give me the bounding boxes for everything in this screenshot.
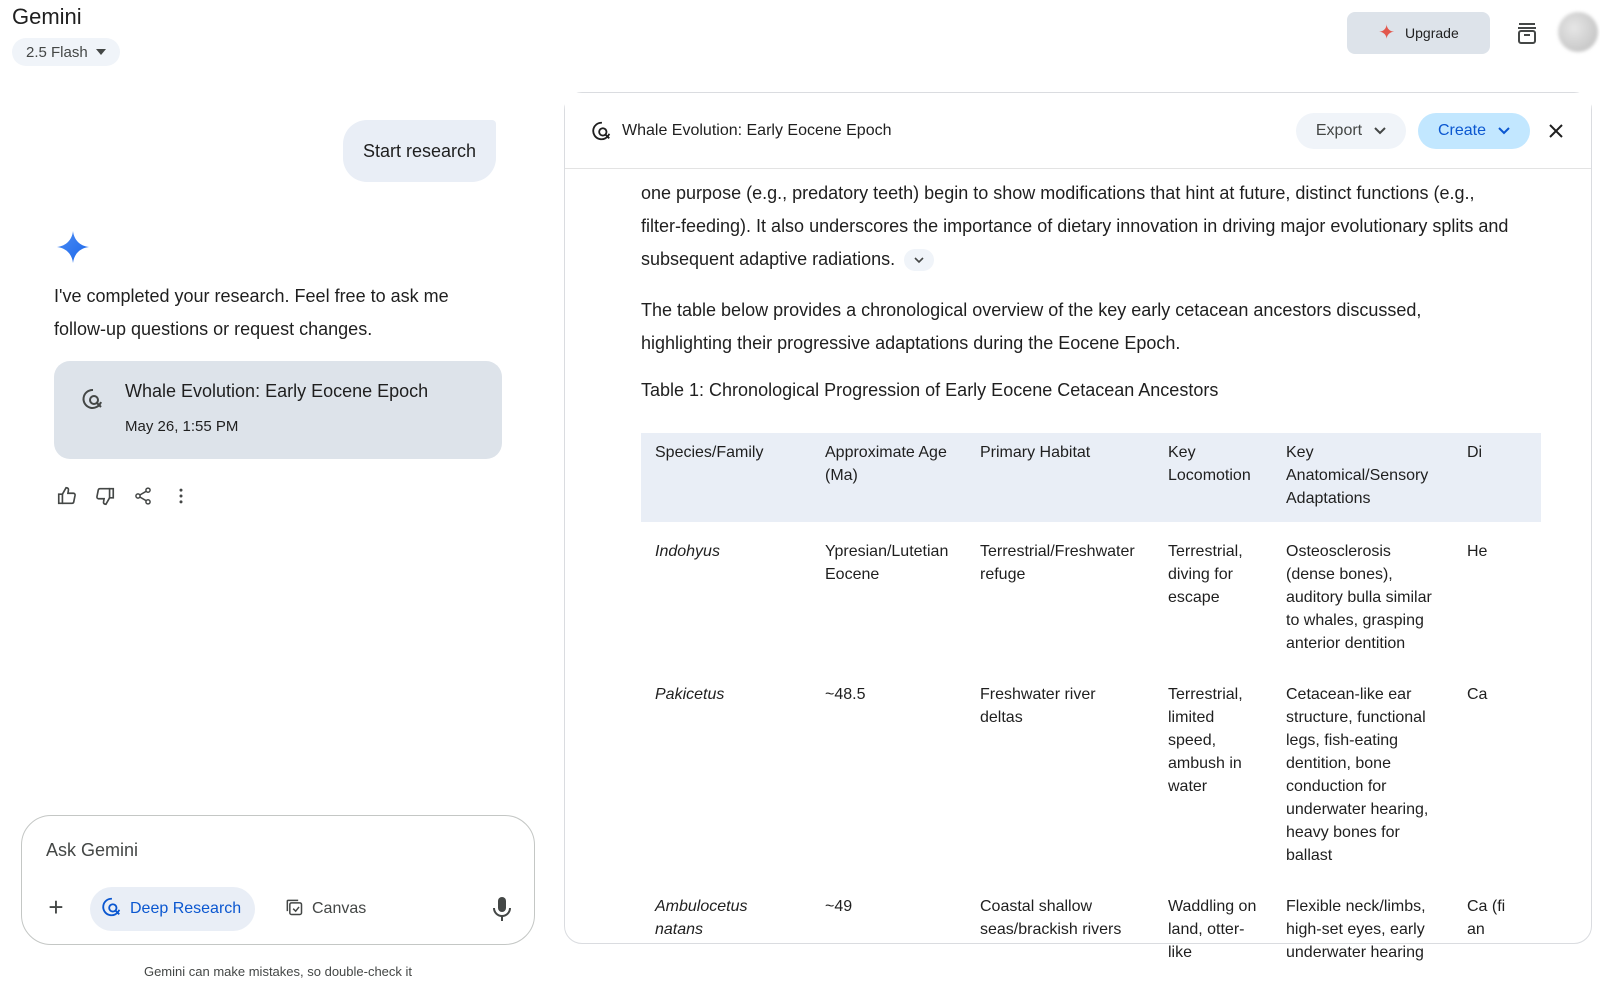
table-cell: Terrestrial/Freshwater refuge (980, 543, 1135, 583)
column-header: Di (1467, 444, 1483, 461)
column-header: Species/Family (655, 444, 764, 461)
deep-research-button[interactable] (90, 887, 255, 931)
avatar[interactable] (1558, 12, 1598, 52)
table-cell: Freshwater river deltas (980, 686, 1096, 726)
data-table (641, 433, 1506, 961)
document-header (565, 93, 1591, 169)
column-header: Key Anatomical/Sensory Adaptations (1286, 444, 1429, 507)
table-cell: Cetacean-like ear structure, functional legs, fish-eating dentition, bone conduction for underwater hearing, heavy bones for ballast (1286, 686, 1429, 864)
add-icon[interactable]: + (48, 892, 64, 922)
assistant-reply: I've completed your research. Feel free to ask me follow-up questions or request changes. (54, 286, 449, 339)
deep-research-icon (100, 896, 122, 923)
caret-down-icon (96, 49, 106, 55)
chevron-down-icon (1374, 122, 1386, 140)
document-title: Whale Evolution: Early Eocene Epoch (622, 122, 892, 139)
table-row (641, 522, 1541, 665)
table-cell: Osteosclerosis (dense bones), auditory bulla similar to whales, grasping anterior dentition (1286, 543, 1432, 652)
app-title: Gemini (12, 4, 82, 29)
research-card-title: Whale Evolution: Early Eocene Epoch (125, 381, 429, 401)
column-header: Primary Habitat (980, 444, 1091, 461)
microphone-icon[interactable] (490, 894, 514, 924)
export-label: Export (1315, 122, 1363, 139)
upgrade-label: Upgrade (1405, 25, 1459, 41)
table-cell: ~49 (825, 898, 853, 915)
column-header: Approximate Age (Ma) (825, 444, 947, 484)
column-header: Key Locomotion (1168, 444, 1251, 484)
prompt-input[interactable] (46, 840, 466, 861)
table-cell: ~48.5 (825, 686, 866, 703)
table-title: Table 1: Chronological Progression of Early Eocene Cetacean Ancestors (641, 380, 1219, 400)
document-panel (564, 92, 1592, 961)
research-card-date: May 26, 1:55 PM (125, 418, 239, 435)
model-label: 2.5 Flash (26, 43, 88, 61)
gemini-sparkle-icon (56, 230, 90, 264)
document-body (641, 169, 1509, 401)
table-cell: Terrestrial, diving for escape (1168, 543, 1243, 606)
deep-research-icon (80, 387, 104, 411)
sparkle-icon: ✦ (1378, 22, 1396, 44)
table-cell: Ca (fi an (1467, 898, 1506, 938)
table-row (641, 877, 1541, 974)
table-cell: He (1467, 543, 1488, 560)
table-cell: Pakicetus (655, 686, 725, 703)
thumbs-up-icon[interactable] (56, 485, 78, 507)
table-cell: Coastal shallow seas/brackish rivers (980, 898, 1122, 938)
share-icon[interactable] (132, 485, 154, 507)
paragraph-text: one purpose (e.g., predatory teeth) begin to show modifications that hint at future, distinct functions (e.g., filter-feeding). It also underscores the importance of dietary innovation in driving major evolutionary splits and subsequent adaptive radiations. (641, 183, 1509, 269)
prompt-box (21, 815, 535, 945)
upgrade-button[interactable] (1347, 12, 1490, 54)
close-icon[interactable] (1544, 119, 1568, 143)
paragraph-text: The table below provides a chronological overview of the key early cetacean ancestors discussed, highlighting their progressive adaptations during the Eocene Epoch. (641, 300, 1422, 353)
table-cell: Ca (1467, 686, 1488, 703)
canvas-icon (284, 897, 304, 922)
table-cell: Waddling on land, otter-like (1168, 898, 1257, 961)
thumbs-down-icon[interactable] (94, 485, 116, 507)
model-selector[interactable] (12, 38, 120, 66)
disclaimer: Gemini can make mistakes, so double-check it (143, 964, 413, 979)
canvas-label: Canvas (312, 900, 367, 917)
response-actions (56, 485, 192, 507)
table-cell: Terrestrial, limited speed, ambush in water (1168, 686, 1243, 795)
research-card[interactable] (54, 361, 502, 459)
table-cell: Ambulocetus natans (655, 898, 748, 938)
temporary-chat-icon[interactable] (1514, 20, 1540, 46)
table-cell: Ypresian/Lutetian Eocene (825, 543, 949, 583)
chevron-down-icon (1498, 122, 1510, 140)
table-header-row (641, 433, 1541, 522)
user-message: Start research (343, 120, 496, 182)
deep-research-icon (590, 120, 612, 142)
export-button[interactable] (1296, 113, 1406, 149)
expand-sources-icon[interactable] (904, 249, 934, 271)
table-cell: Flexible neck/limbs, high-set eyes, early underwater hearing (1286, 898, 1426, 961)
create-button[interactable] (1418, 113, 1530, 149)
canvas-button[interactable] (274, 887, 376, 931)
deep-research-label: Deep Research (130, 900, 242, 917)
more-options-icon[interactable] (170, 485, 192, 507)
create-label: Create (1437, 122, 1487, 139)
table-row (641, 665, 1541, 877)
table-cell: Indohyus (655, 543, 720, 560)
